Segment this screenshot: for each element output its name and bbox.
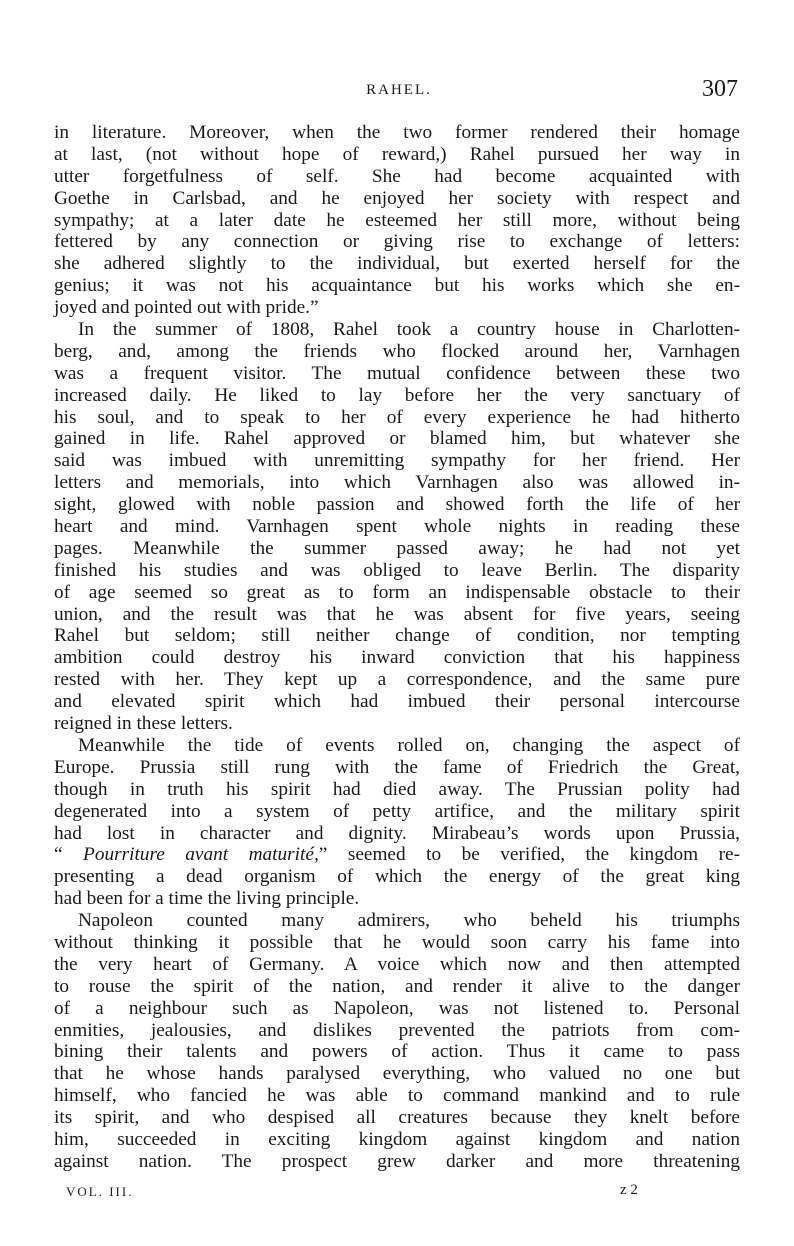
- text-line: “ Pourriture avant maturité,” seemed to be verified, the kingdom re-: [54, 844, 740, 866]
- text-line: increased daily. He liked to lay before her the very sanctuary of: [54, 384, 740, 406]
- text-line: its spirit, and who despised all creatures because they knelt before: [54, 1107, 740, 1129]
- text-line: Meanwhile the tide of events rolled on, changing the aspect of: [78, 734, 740, 756]
- text-line: reigned in these letters.: [54, 713, 233, 735]
- text-line: sight, glowed with noble passion and showed forth the life of her: [54, 494, 740, 516]
- paragraph: [54, 910, 740, 1173]
- text-line: had lost in character and dignity. Mirabeau’s words upon Prussia,: [54, 822, 740, 844]
- body-text: [54, 122, 740, 1173]
- text-line: that he whose hands paralysed everything, who valued no one but: [54, 1063, 740, 1085]
- text-line: to rouse the spirit of the nation, and render it alive to the danger: [54, 975, 740, 997]
- text-line: said was imbued with unremitting sympathy for her friend. Her: [54, 450, 740, 472]
- text-line: presenting a dead organism of which the energy of the great king: [54, 866, 740, 888]
- text-line: though in truth his spirit had died away. The Prussian polity had: [54, 778, 740, 800]
- text-line: pages. Meanwhile the summer passed away; he had not yet: [54, 537, 740, 559]
- text-line: utter forgetfulness of self. She had become acquainted with: [54, 165, 740, 187]
- text-line: without thinking it possible that he would soon carry his fame into: [54, 931, 740, 953]
- text-line: enmities, jealousies, and dislikes prevented the patriots from com-: [54, 1019, 740, 1041]
- text-line: Europe. Prussia still rung with the fame of Friedrich the Great,: [54, 756, 740, 778]
- text-line: degenerated into a system of petty artifice, and the military spirit: [54, 800, 740, 822]
- text-line: was a frequent visitor. The mutual confidence between these two: [54, 362, 740, 384]
- text-line: fettered by any connection or giving rise to exchange of letters:: [54, 231, 740, 253]
- text-line: heart and mind. Varnhagen spent whole nights in reading these: [54, 516, 740, 538]
- text-line: sympathy; at a later date he esteemed her still more, without being: [54, 209, 740, 231]
- text-line: Napoleon counted many admirers, who beheld his triumphs: [78, 910, 740, 932]
- paragraph: [54, 319, 740, 735]
- text-line: berg, and, among the friends who flocked around her, Varnhagen: [54, 340, 740, 362]
- text-line: In the summer of 1808, Rahel took a country house in Charlotten-: [78, 319, 740, 341]
- text-line: union, and the result was that he was absent for five years, seeing: [54, 603, 740, 625]
- page-number: 307: [702, 76, 738, 102]
- text-line: had been for a time the living principle.: [54, 888, 360, 910]
- text-line: and elevated spirit which had imbued their personal intercourse: [54, 691, 740, 713]
- page-footer: [60, 1182, 660, 1206]
- text-line: himself, who fancied he was able to command mankind and to rule: [54, 1085, 740, 1107]
- paragraph: [54, 735, 740, 910]
- text-line: at last, (not without hope of reward,) Rahel pursued her way in: [54, 143, 740, 165]
- text-line: of age seemed so great as to form an indispensable obstacle to their: [54, 581, 740, 603]
- page-header: [56, 76, 742, 106]
- text-line: Rahel but seldom; still neither change of condition, nor tempting: [54, 625, 740, 647]
- paragraph: [54, 122, 740, 319]
- signature-mark: z 2: [620, 1182, 638, 1198]
- volume-label: VOL. III.: [66, 1184, 134, 1199]
- text-line: his soul, and to speak to her of every experience he had hitherto: [54, 406, 740, 428]
- text-line: of a neighbour such as Napoleon, was not listened to. Personal: [54, 997, 740, 1019]
- text-line: genius; it was not his acquaintance but his works which she en-: [54, 275, 740, 297]
- text-line: in literature. Moreover, when the two former rendered their homage: [54, 122, 740, 143]
- text-line: bining their talents and powers of action. Thus it came to pass: [54, 1041, 740, 1063]
- text-line: rested with her. They kept up a correspondence, and the same pure: [54, 669, 740, 691]
- text-line: him, succeeded in exciting kingdom against kingdom and nation: [54, 1128, 740, 1150]
- text-line: the very heart of Germany. A voice which now and then attempted: [54, 953, 740, 975]
- text-line: joyed and pointed out with pride.”: [54, 297, 319, 319]
- text-line: she adhered slightly to the individual, but exerted herself for the: [54, 253, 740, 275]
- text-line: against nation. The prospect grew darker and more threatening: [54, 1150, 740, 1172]
- text-line: Goethe in Carlsbad, and he enjoyed her society with respect and: [54, 187, 740, 209]
- text-line: gained in life. Rahel approved or blamed him, but whatever she: [54, 428, 740, 450]
- text-line: ambition could destroy his inward conviction that his happiness: [54, 647, 740, 669]
- running-head: RAHEL.: [366, 82, 432, 98]
- text-line: finished his studies and was obliged to leave Berlin. The disparity: [54, 559, 740, 581]
- text-line: letters and memorials, into which Varnhagen also was allowed in-: [54, 472, 740, 494]
